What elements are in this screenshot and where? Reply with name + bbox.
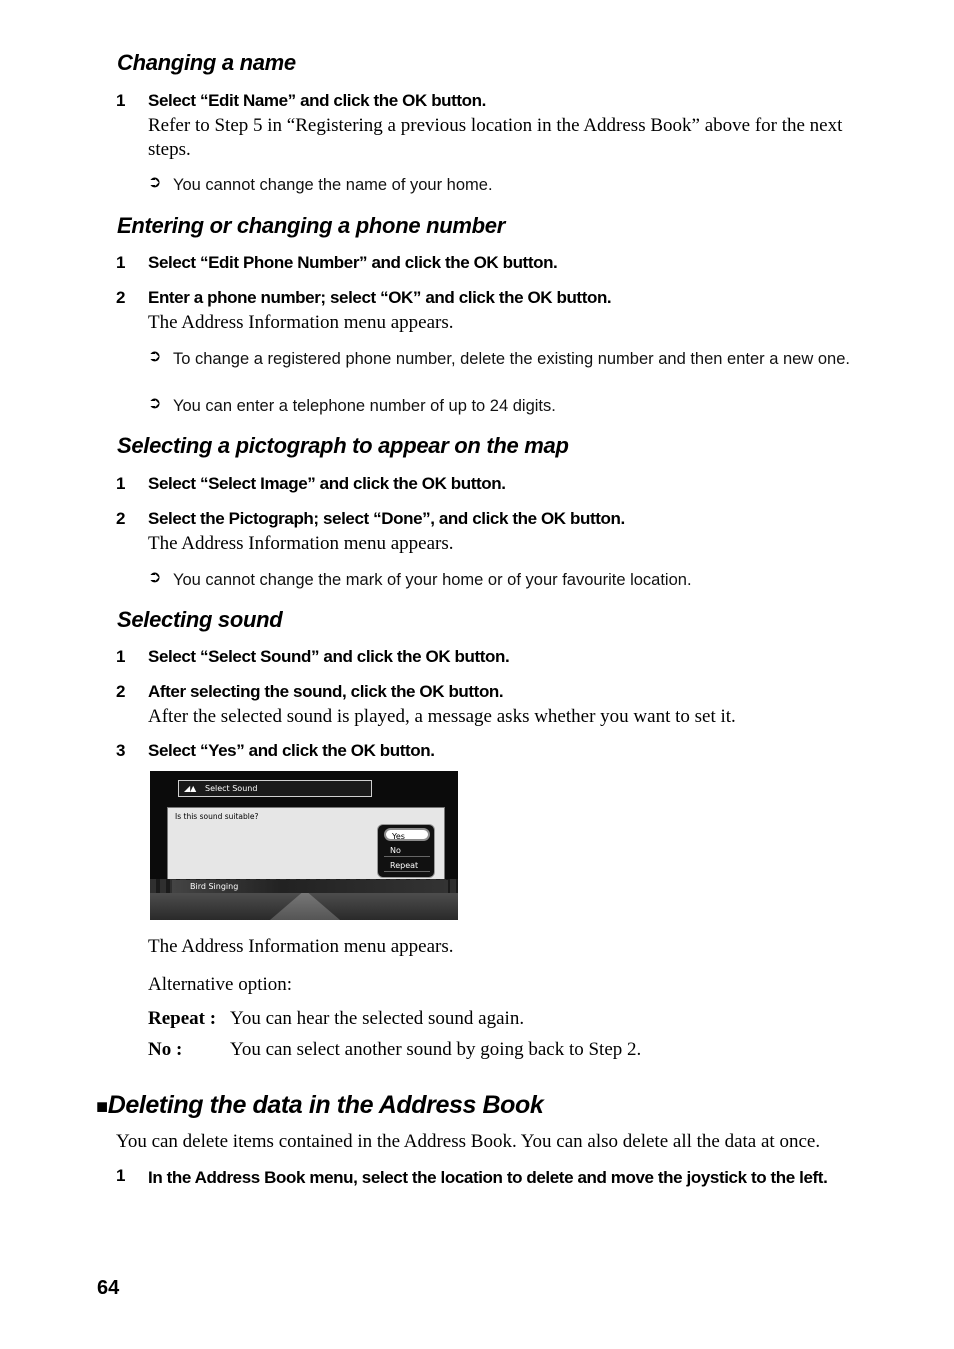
step-instruction: Select “Edit Name” and click the OK button. xyxy=(148,91,486,110)
step-instruction: Enter a phone number; select “OK” and click the OK button. xyxy=(148,288,612,307)
note-arrow-icon: ➲ xyxy=(148,172,162,191)
heading-deleting-text: Deleting the data in the Address Book xyxy=(107,1091,544,1119)
step-instruction: Select “Edit Phone Number” and click the OK button. xyxy=(148,253,558,272)
step-instruction: In the Address Book menu, select the location to delete and move the joystick to the left. xyxy=(148,1168,828,1187)
deleting-intro: You can delete items contained in the Address Book. You can also delete all the data at once. xyxy=(116,1131,821,1152)
heading-changing-name: Changing a name xyxy=(117,50,296,75)
note-text: You can enter a telephone number of up to 24 digits. xyxy=(173,397,556,415)
step-number: 1 xyxy=(116,91,126,110)
note-arrow-icon: ➲ xyxy=(148,567,162,586)
alternative-label: Alternative option: xyxy=(148,974,293,995)
note-arrow-icon: ➲ xyxy=(148,346,162,365)
note-arrow-icon: ➲ xyxy=(148,393,162,412)
option-term: Repeat : xyxy=(148,1008,217,1029)
dialog-question: Is this sound suitable? xyxy=(175,812,259,821)
step-instruction: Select “Yes” and click the OK button. xyxy=(148,741,435,760)
note-text: You cannot change the name of your home. xyxy=(173,176,493,194)
choice-menu xyxy=(377,824,435,878)
heading-deleting xyxy=(96,1091,543,1120)
map-mark-icon: ◢▲ xyxy=(184,784,197,793)
step-number: 2 xyxy=(116,682,126,701)
step-number: 3 xyxy=(116,741,126,760)
heading-pictograph: Selecting a pictograph to appear on the map xyxy=(117,433,569,458)
step-instruction: Select the Pictograph; select “Done”, and click the OK button. xyxy=(148,509,625,528)
menu-option-no[interactable]: No xyxy=(384,844,430,857)
step-number: 1 xyxy=(116,1166,126,1185)
heading-phone-number: Entering or changing a phone number xyxy=(117,213,505,238)
screen-title-bar xyxy=(178,780,372,797)
section-bullet-icon: ■ xyxy=(96,1096,108,1118)
step-instruction: Select “Select Sound” and click the OK button. xyxy=(148,647,510,666)
step-number: 1 xyxy=(116,474,126,493)
step-body: The Address Information menu appears. xyxy=(148,312,454,333)
option-description: You can hear the selected sound again. xyxy=(230,1008,525,1029)
heading-selecting-sound: Selecting sound xyxy=(117,607,283,632)
page-number: 64 xyxy=(97,1277,120,1299)
sound-name: Bird Singing xyxy=(190,882,239,891)
sound-status-bar xyxy=(172,880,448,893)
step-number: 2 xyxy=(116,288,126,307)
step-instruction: After selecting the sound, click the OK button. xyxy=(148,682,504,701)
note-text: You cannot change the mark of your home or of your favourite location. xyxy=(173,571,692,589)
step-body: After the selected sound is played, a message asks whether you want to set it. xyxy=(148,706,736,727)
step-body: Refer to Step 5 in “Registering a previous location in the Address Book” above for the next steps. xyxy=(148,115,843,160)
step-body: The Address Information menu appears. xyxy=(148,533,454,554)
note-text: To change a registered phone number, delete the existing number and then enter a new one. xyxy=(173,350,850,368)
step-number: 1 xyxy=(116,647,126,666)
screen-title: Select Sound xyxy=(205,784,258,793)
menu-option-repeat[interactable]: Repeat xyxy=(384,859,430,872)
after-screenshot-text: The Address Information menu appears. xyxy=(148,936,454,957)
step-number: 1 xyxy=(116,253,126,272)
step-number: 2 xyxy=(116,509,126,528)
menu-option-yes[interactable]: Yes xyxy=(384,828,430,841)
option-description: You can select another sound by going back to Step 2. xyxy=(230,1039,642,1060)
option-term: No : xyxy=(148,1039,183,1060)
step-instruction: Select “Select Image” and click the OK button. xyxy=(148,474,506,493)
select-sound-screenshot xyxy=(150,771,458,920)
